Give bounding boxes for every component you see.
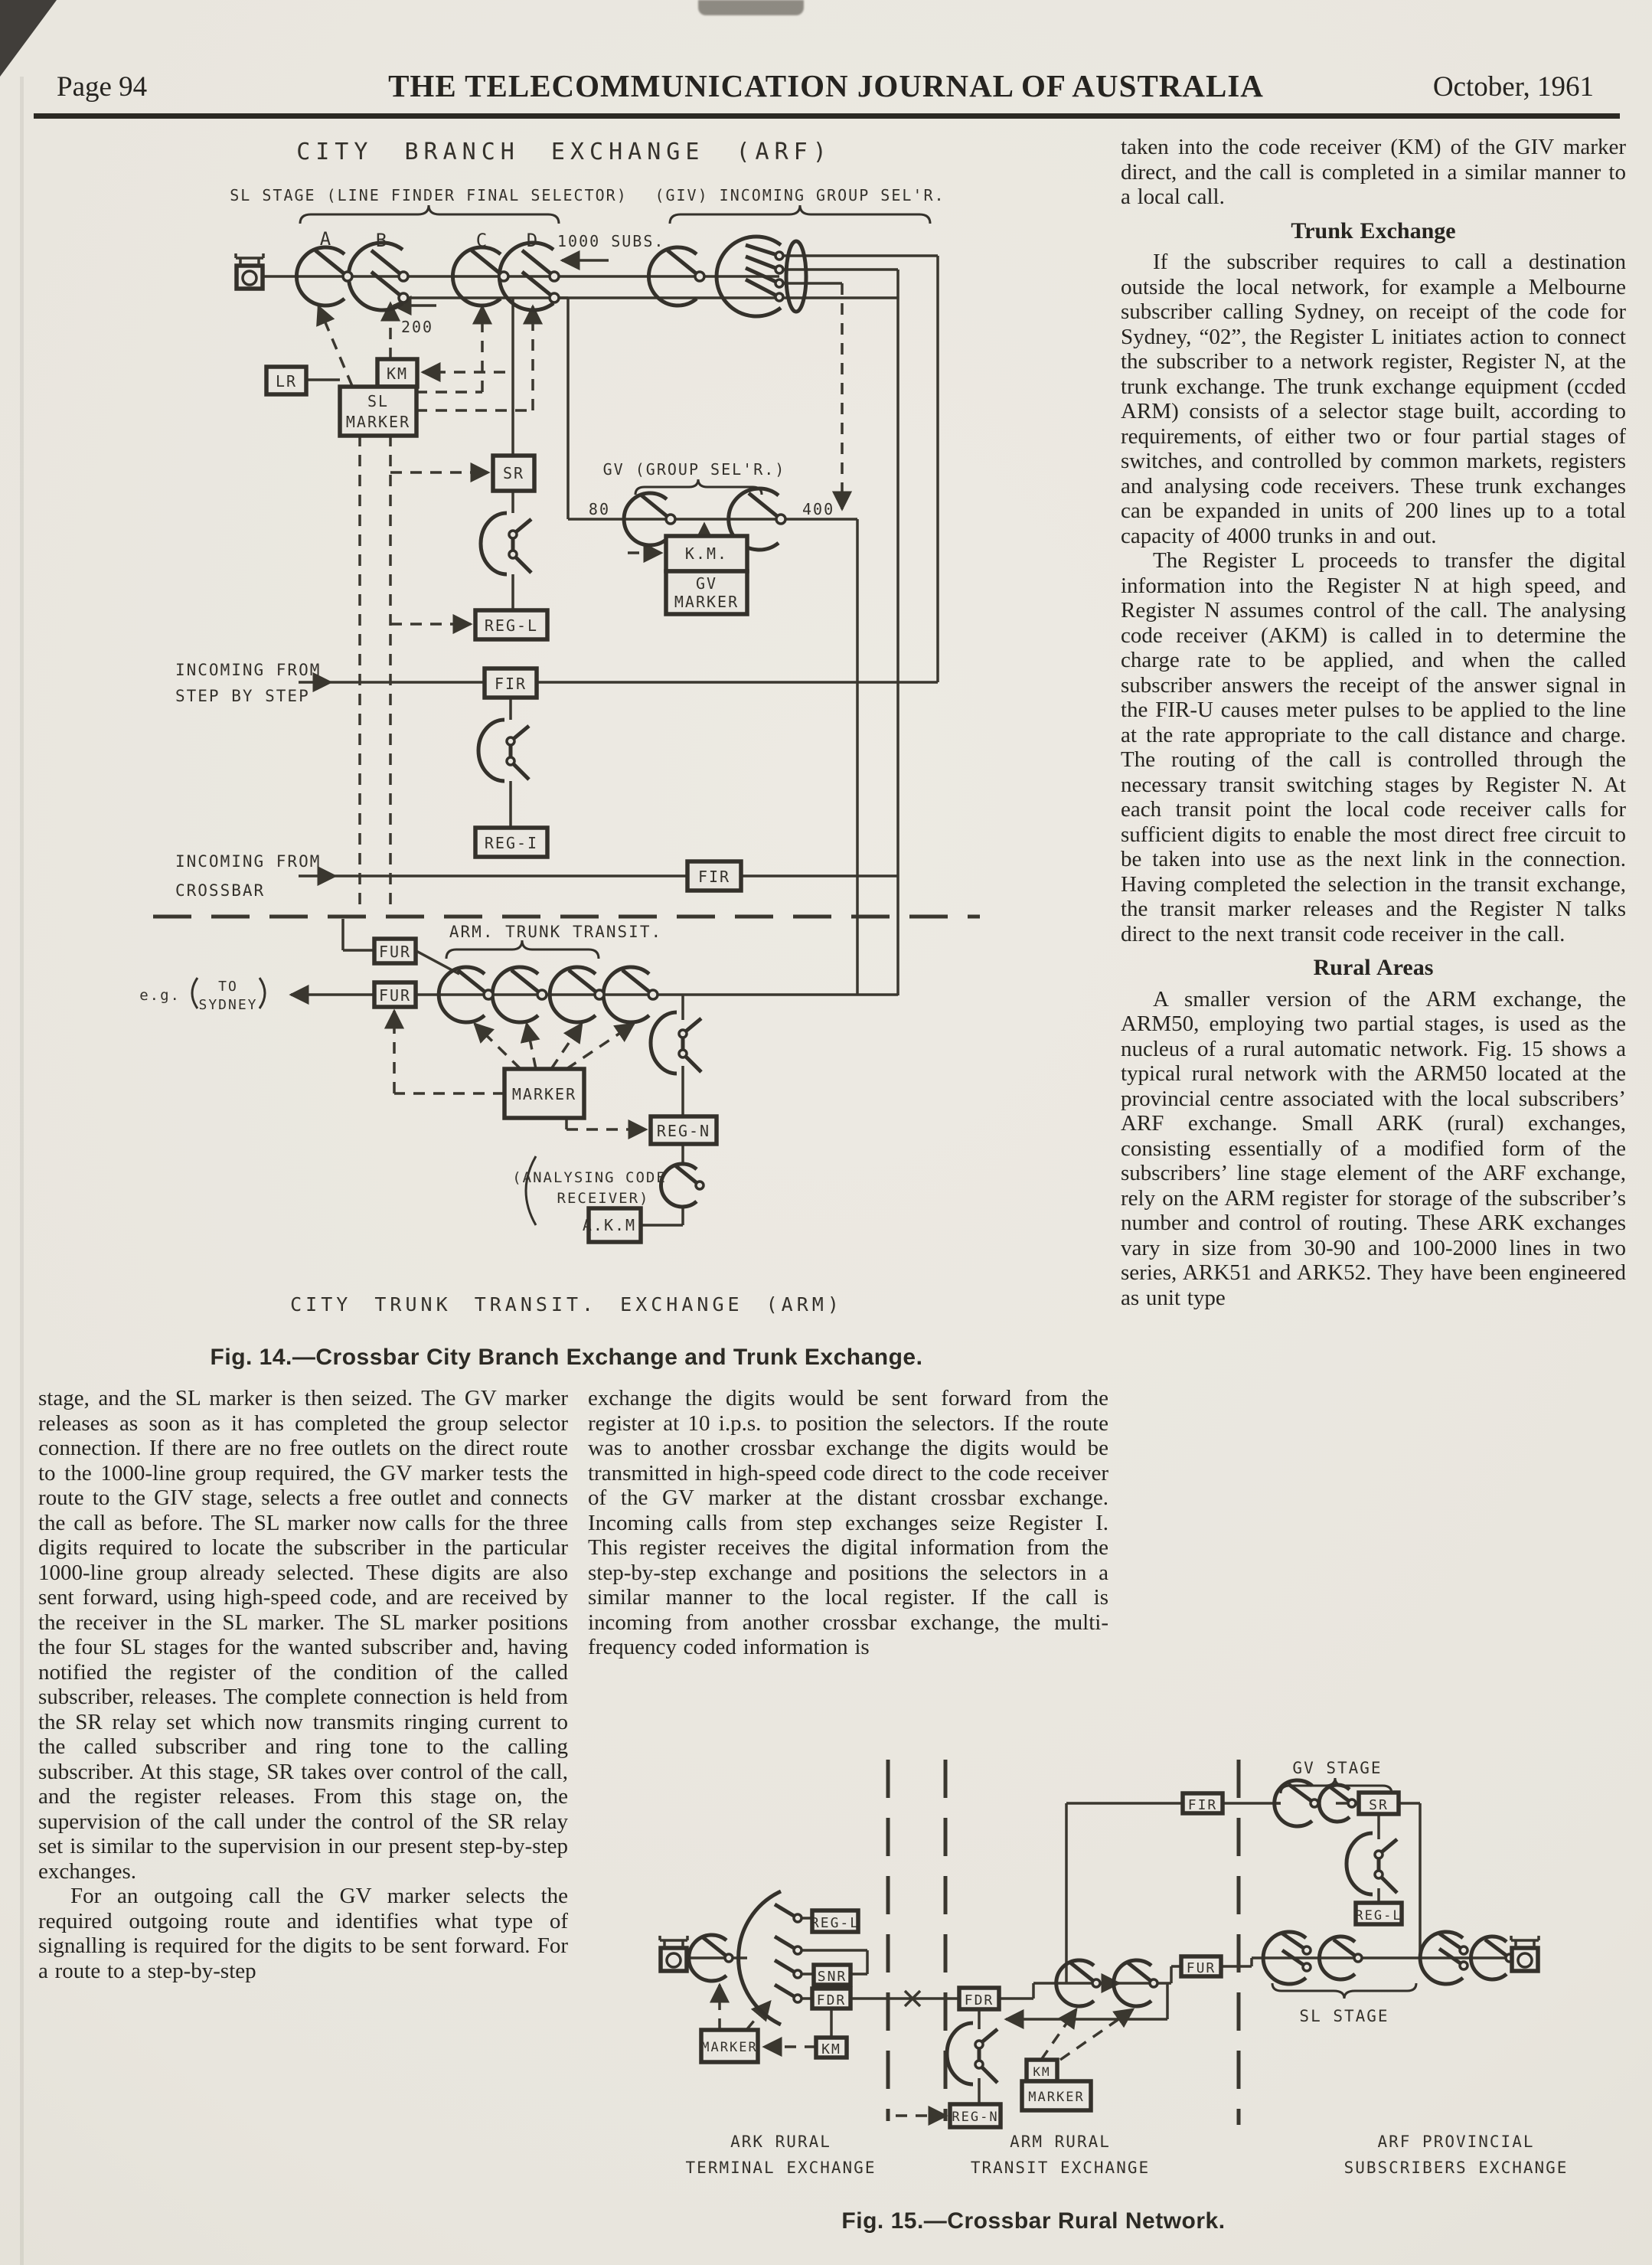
fig14-box-gv-marker-line1: GV: [695, 574, 718, 593]
fig14-arm-title: ARM. TRUNK TRANSIT.: [449, 923, 663, 941]
scan-smudge: [698, 0, 804, 15]
paragraph: taken into the code receiver (KM) of the GIV marker direct, and the call is completed in a similar manner to a local call.: [1121, 135, 1626, 209]
fig14-switch-b: B: [375, 230, 389, 251]
fig15-arf-label-line2: SUBSCRIBERS EXCHANGE: [1343, 2159, 1569, 2177]
fig14-box-km: KM: [386, 364, 409, 383]
fig14-80-label: 80: [588, 500, 610, 518]
paragraph: The Register L proceeds to transfer the digital information into the Register N at high speed, and Register N assumes control of the call. The analysing code receiver (AKM) is called in to determine the charge rate to be applied, and when the called subscriber answers the receipt of the answer signal in the FIR-U causes meter pulses to be applied to the line at the rate appropriate to the call distance and charge. The routing of the call is controlled through the necessary transit switching stages by Register N. At each transit point the local code receiver calls for sufficient digits to enable the most direct free circuit to be taken into use as the next link in the connection. Having completed the selection in the transit exchange, the transit marker releases and the Register N talks direct to the next transit code receiver in the call.: [1121, 548, 1626, 946]
paragraph: If the subscriber requires to call a destination outside the local network, for example a Melbourne subscriber calling Sydney, on receipt of the code for Sydney, “02”, the Register L initiates action to connect the subscriber to a network register, Register N, at the trunk exchange. The trunk exchange equipment (ccded ARM) consists of a selector stage built, according to requirements, of either two or four partial stages of switches, and controlled by common markets, registers and analysing code receivers. These trunk exchanges can be expanded in units of 200 lines up to a total capacity of 4000 trunks in and out.: [1121, 250, 1626, 548]
fig15-box-marker1: MARKER: [701, 2040, 758, 2055]
fig14-boxes: [266, 359, 747, 1242]
fig15-box-snr: SNR: [817, 1969, 847, 1985]
fig14-box-sl-marker-line2: MARKER: [345, 413, 411, 431]
fig14-box-fir1: FIR: [494, 675, 527, 693]
fig15-caption: Fig. 15.—Crossbar Rural Network.: [841, 2208, 1226, 2234]
fig15-box-sr: SR: [1369, 1797, 1389, 1813]
paragraph: For an outgoing call the GV marker selects the required outgoing route and identifies what type of signalling is required for the digits to be sent forward. For a route to a step-by-step: [38, 1884, 568, 1983]
fig14-box-reg-n: REG-N: [656, 1122, 711, 1140]
fig14-box-akm: A.K.M.: [582, 1216, 648, 1234]
fig14-incoming-step-line1: INCOMING FROM: [175, 661, 322, 679]
fig14-box-marker: MARKER: [511, 1085, 577, 1103]
paragraph: exchange the digits would be sent forward from the register at 10 i.p.s. to position the selectors. If the route was to another crossbar exchange the digits would be transmitted in high-speed code direct to the code receiver of the GV marker at the distant crossbar exchange. Incoming calls from step exchanges seize Register I. This register receives the digital information from the step-by-step exchange and positions the selectors in a similar manner to the local register. If the call is incoming from another crossbar exchange, the multi-frequency coded information is: [588, 1386, 1108, 1659]
fig14-switch-d: D: [526, 230, 540, 251]
fig15-box-km1: KM: [821, 2041, 841, 2057]
telephone-icon: [236, 253, 263, 289]
paragraph: stage, and the SL marker is then seized. The GV marker releases as soon as it has completed the group selector connection. If there are no free outlets on the direct route to the 1000-line group required, the GV marker tests the route to the GIV stage, selects a free outlet and connects the call as before. The SL marker now calls for the three digits required to locate the subscriber in the particular 1000-line group already selected. These digits are also sent forward, using high-speed code, and are received by the receiver in the SL marker. The SL marker positions the four SL stages for the wanted subscriber and, having notified the register of the condition of the called subscriber, releases. The complete connection is held from the SR relay set which now transmits ringing current to the called subscriber and ring tone to the calling subscriber. At this stage, SR takes over control of the call, and the register releases. From this stage on, the supervision of the call under the control of the SR relay set is similar to the supervision in our present step-by-step exchanges.: [38, 1386, 568, 1884]
fig14-footer-label: CITY TRUNK TRANSIT. EXCHANGE (ARM): [290, 1293, 843, 1316]
fig14-200-label: 200: [400, 318, 434, 336]
paper-crease: [20, 77, 24, 2265]
fig15-arm-label-line2: TRANSIT EXCHANGE: [970, 2159, 1151, 2177]
fig14-box-reg-i: REG-I: [484, 834, 539, 852]
fig14-giv-label: (GIV) INCOMING GROUP SEL'R.: [655, 186, 945, 204]
fig14-incoming-step-line2: STEP BY STEP: [175, 687, 310, 705]
section-heading-rural-areas: Rural Areas: [1313, 955, 1434, 980]
fig14-box-lr: LR: [275, 372, 298, 391]
fig14-gv-title: GV (GROUP SEL'R.): [602, 460, 786, 479]
column-left: [38, 1386, 568, 2255]
fig15-arm-label-line1: ARM RURAL: [1010, 2133, 1111, 2151]
fig15-box-reg-l: REG-L: [810, 1915, 860, 1931]
telephone-icon-left: [660, 1936, 687, 1971]
fig15-box-reg-l2: REG-L: [1355, 1908, 1402, 1923]
fig14-box-reg-l: REG-L: [484, 616, 539, 635]
fig14-box-fir2: FIR: [697, 868, 731, 886]
fig15-box-km2: KM: [1033, 2064, 1051, 2079]
fig14-switch-c: C: [475, 230, 489, 251]
paragraph: A smaller version of the ARM exchange, the ARM50, employing two partial stages, is used as the nucleus of a rural automatic network. Fig. 15 shows a typical rural network with the ARM50 located at the provincial centre associated with the local subscribers’ ARF exchange. Small ARK (rural) exchanges, consisting essentially of a modified form of the subscribers’ line stage element of the ARF exchange, rely on the ARM register for storage of the subscriber’s number and control of routing. These ARK exchanges vary in size from 30-90 and 100-2000 lines in two series, ARK51 and ARK52. They have been engineered as unit type: [1121, 986, 1626, 1310]
fig15-sl-stage-label: SL STAGE: [1299, 2007, 1389, 2025]
fig14-400-label: 400: [802, 500, 835, 518]
issue-date: October, 1961: [1432, 71, 1594, 103]
fig14-sl-stage-label: SL STAGE (LINE FINDER FINAL SELECTOR): [230, 186, 628, 204]
journal-title: THE TELECOMMUNICATION JOURNAL OF AUSTRALIA: [388, 68, 1264, 103]
fig14-analysing-line2: RECEIVER): [557, 1190, 650, 1207]
fig15-box-reg-n: REG-N: [952, 2110, 999, 2125]
column-middle: [588, 1386, 1108, 1815]
fig14-switch-a: A: [319, 228, 333, 250]
fig14-title: CITY BRANCH EXCHANGE (ARF): [296, 139, 832, 165]
fig15-box-marker2: MARKER: [1028, 2090, 1085, 2105]
header-rule: [34, 113, 1620, 119]
fig14-1000subs-label: 1000 SUBS.: [557, 232, 665, 250]
fig14-box-sl-marker-line1: SL: [367, 392, 390, 410]
fig14-incoming-crossbar-line2: CROSSBAR: [175, 881, 266, 900]
fig14-sydney-line1: TO: [218, 979, 238, 995]
telephone-icon-right: [1511, 1936, 1539, 1971]
section-heading-trunk-exchange: Trunk Exchange: [1291, 217, 1456, 243]
fig15-box-fdr1: FDR: [816, 1992, 847, 2008]
fig14-caption: Fig. 14.—Crossbar City Branch Exchange and Trunk Exchange.: [210, 1345, 923, 1370]
fig14-box-gv-marker-line2: MARKER: [674, 593, 739, 611]
fig14-box-sr: SR: [502, 464, 525, 482]
fig14-incoming-crossbar-line1: INCOMING FROM: [175, 852, 322, 871]
fig14-diagram: [31, 130, 1110, 1394]
fig15-diagram: [605, 1753, 1652, 2259]
fig15-arf-label-line1: ARF PROVINCIAL: [1377, 2133, 1535, 2151]
fig14-box-fur2: FUR: [378, 986, 412, 1005]
fig15-box-fur: FUR: [1186, 1960, 1216, 1976]
fig15-box-fdr2: FDR: [964, 1992, 994, 2008]
fig14-sydney-line2: SYDNEY: [198, 997, 258, 1013]
fig14-eg-label: e.g.: [139, 987, 181, 1004]
fig15-gv-stage-label: GV STAGE: [1292, 1759, 1383, 1777]
fig15-box-fir: FIR: [1187, 1797, 1218, 1813]
fig14-box-km2: K.M.: [684, 544, 729, 563]
column-right: [1121, 135, 1626, 1735]
fig14-box-fur1: FUR: [378, 943, 412, 961]
fig14-analysing-line1: (ANALYSING CODE: [512, 1169, 667, 1186]
page-number: Page 94: [57, 71, 148, 103]
fig15-ark-label-line2: TERMINAL EXCHANGE: [685, 2159, 877, 2177]
scan-corner-artifact: [0, 0, 57, 77]
fig15-ark-label-line1: ARK RURAL: [730, 2133, 831, 2151]
